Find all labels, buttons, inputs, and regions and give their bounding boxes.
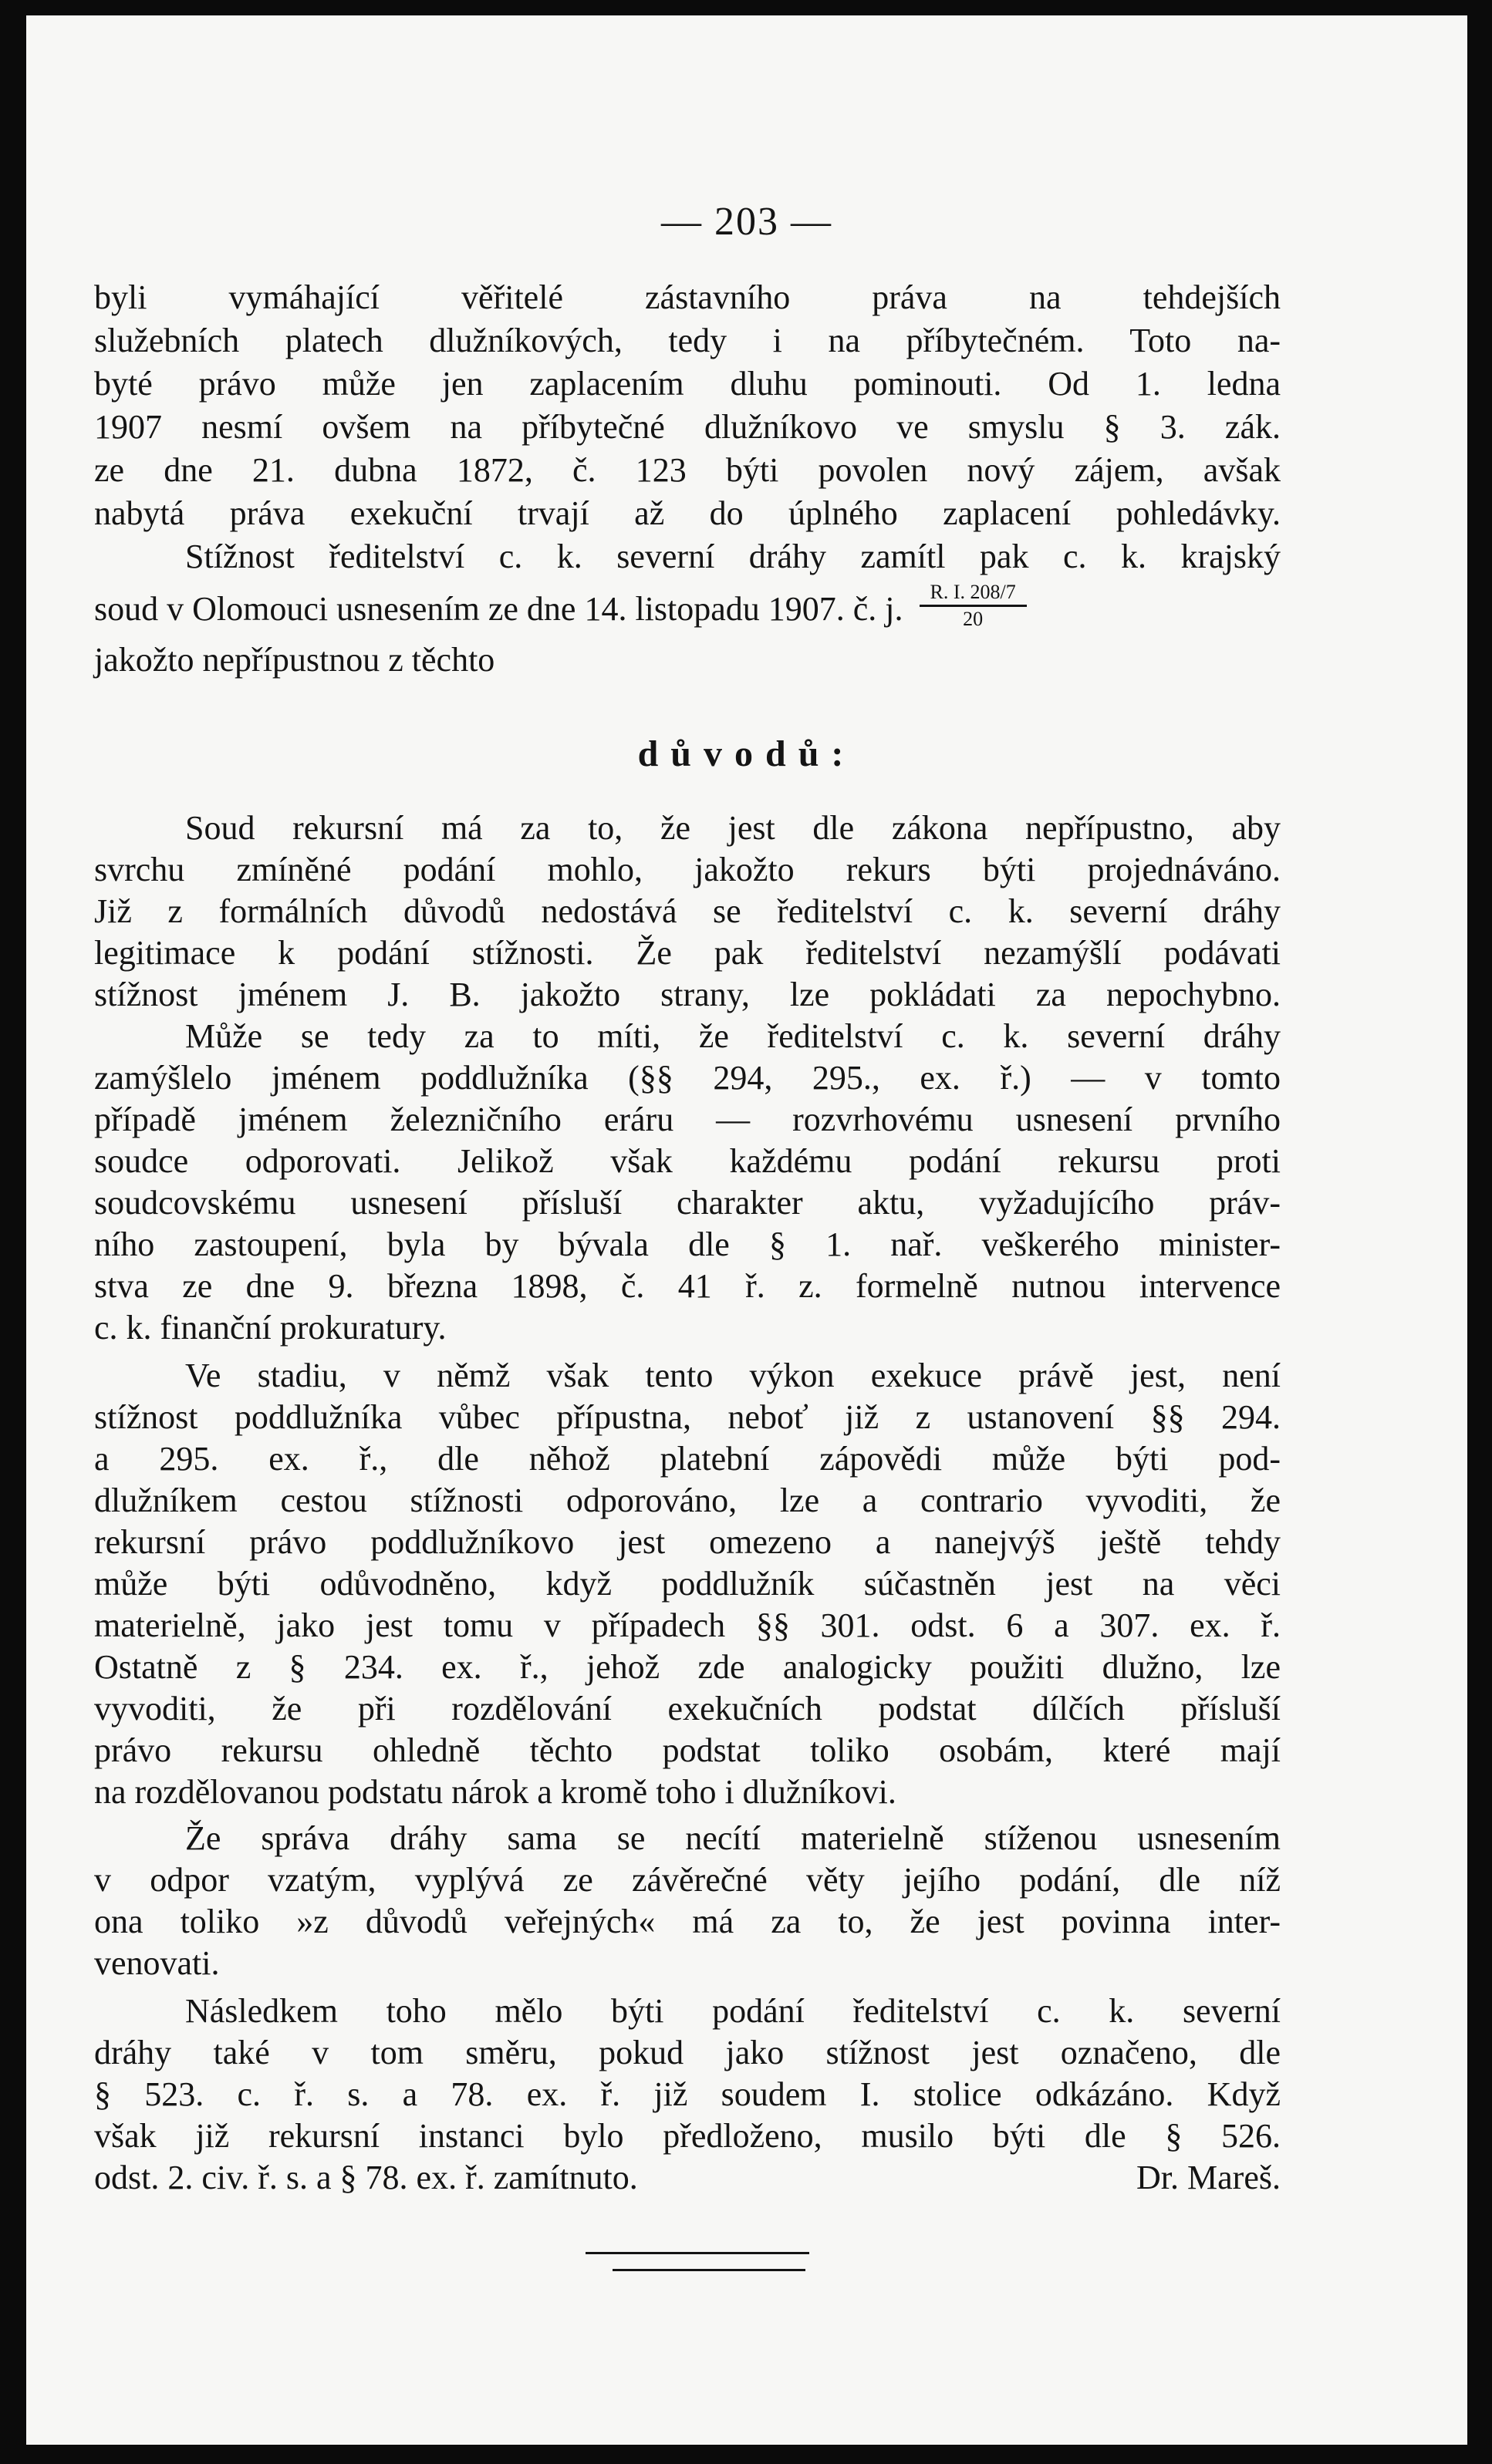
text-line: Soud rekursní má za to, že jest dle zákona nepřípustno, aby: [185, 809, 1281, 847]
section-heading: důvodů:: [637, 733, 856, 774]
text-line: [94, 276, 1281, 319]
document-page: [26, 15, 1467, 2445]
text-line: však již rekursní instanci bylo předloženo, musilo býti dle § 526.: [94, 2117, 1281, 2155]
text-line-with-signature: [94, 2156, 1281, 2199]
text-line: dráhy také v tom směru, pokud jako stížnost jest označeno, dle: [94, 2034, 1281, 2071]
text-line: právo rekursu ohledně těchto podstat toliko osobám, které mají: [94, 1731, 1281, 1769]
p5-line-5: odst. 2. civ. ř. s. a § 78. ex. ř. zamítnuto.: [94, 2159, 638, 2196]
text-line: Ve stadiu, v němž však tento výkon exekuce právě jest, není: [185, 1357, 1281, 1394]
text-line: § 523. c. ř. s. a 78. ex. ř. již soudem I. stolice odkázáno. Když: [94, 2075, 1281, 2113]
text-line: 1907 nesmí ovšem na příbytečné dlužníkovo ve smyslu § 3. zák.: [94, 408, 1281, 446]
text-line: Stížnost ředitelství c. k. severní dráhy zamítl pak c. k. krajský: [185, 538, 1281, 575]
author-signature: Dr. Mareš.: [1136, 2159, 1281, 2196]
text-line-with-case-ref: [94, 581, 1281, 631]
text-line: Již z formálních důvodů nedostává se ředitelství c. k. severní dráhy: [94, 892, 1281, 930]
text-line: ze dne 21. dubna 1872, č. 123 býti povolen nový zájem, avšak: [94, 451, 1281, 489]
text-line: venovati.: [94, 1944, 220, 1982]
text-line: dlužníkem cestou stížnosti odporováno, lze a contrario vyvoditi, že: [94, 1481, 1281, 1519]
text-line: Následkem toho mělo býti podání ředitelství c. k. severní: [185, 1992, 1281, 2030]
closing-rule-bottom: [613, 2269, 805, 2271]
case-ref-numerator: R. I. 208/7: [920, 582, 1027, 607]
page-number: — 203 —: [661, 200, 832, 244]
text-line: svrchu zmíněné podání mohlo, jakožto rekurs býti projednáváno.: [94, 851, 1281, 888]
text-line: Ostatně z § 234. ex. ř., jehož zde analogicky použiti dlužno, lze: [94, 1648, 1281, 1686]
text-line: rekursní právo poddlužníkovo jest omezeno a nanejvýš ještě tehdy: [94, 1523, 1281, 1561]
text-line: může býti odůvodněno, když poddlužník súčastněn jest na věci: [94, 1565, 1281, 1603]
text-line: případě jménem železničního eráru — rozvrhovému usnesení prvního: [94, 1101, 1281, 1138]
text-line: vyvoditi, že při rozdělování exekučních podstat dílčích přísluší: [94, 1690, 1281, 1727]
text-line: služebních platech dlužníkových, tedy i na příbytečném. Toto na-: [94, 322, 1281, 359]
p1-line-1: byli vymáhající věřitelé zástavního práva na tehdejších: [94, 278, 1281, 316]
text-line: ního zastoupení, byla by bývala dle § 1. nař. veškerého minister-: [94, 1225, 1281, 1263]
text-line: soudce odporovati. Jelikož však každému podání rekursu proti: [94, 1142, 1281, 1180]
text-line: na rozdělovanou podstatu nárok a kromě toho i dlužníkovi.: [94, 1773, 896, 1811]
text-line: stížnost poddlužníka vůbec přípustna, neboť již z ustanovení §§ 294.: [94, 1398, 1281, 1436]
text-line: soudcovskému usnesení přísluší charakter aktu, vyžadujícího práv-: [94, 1184, 1281, 1222]
text-line: byté právo může jen zaplacením dluhu pominouti. Od 1. ledna: [94, 365, 1281, 403]
case-ref-denominator: 20: [963, 608, 984, 631]
text-line: ona toliko »z důvodů veřejných« má za to, že jest povinna inter-: [94, 1903, 1281, 1940]
text-line: v odpor vzatým, vyplývá ze závěrečné věty jejího podání, dle níž: [94, 1861, 1281, 1899]
text-line: stížnost jménem J. B. jakožto strany, lze pokládati za nepochybno.: [94, 976, 1281, 1013]
text-line: legitimace k podání stížnosti. Že pak ředitelství nezamýšlí podávati: [94, 934, 1281, 972]
text-line: Že správa dráhy sama se necítí materielně stíženou usnesením: [185, 1819, 1281, 1857]
p1-line-8: soud v Olomouci usnesením ze dne 14. listopadu 1907. č. j.: [94, 590, 903, 628]
text-line: stva ze dne 9. března 1898, č. 41 ř. z. formelně nutnou intervence: [94, 1267, 1281, 1305]
text-line: jakožto nepřípustnou z těchto: [94, 641, 495, 679]
text-line: a 295. ex. ř., dle něhož platební zápovědi může býti pod-: [94, 1440, 1281, 1478]
case-reference-fraction: [920, 582, 1027, 629]
text-line: c. k. finanční prokuratury.: [94, 1309, 447, 1347]
text-line: nabytá práva exekuční trvají až do úplného zaplacení pohledávky.: [94, 494, 1281, 532]
closing-rule-top: [586, 2252, 809, 2254]
text-line: materielně, jako jest tomu v případech §§ 301. odst. 6 a 307. ex. ř.: [94, 1606, 1281, 1644]
text-line: zamýšlelo jménem poddlužníka (§§ 294, 295., ex. ř.) — v tomto: [94, 1059, 1281, 1097]
text-line: Může se tedy za to míti, že ředitelství c. k. severní dráhy: [185, 1017, 1281, 1055]
